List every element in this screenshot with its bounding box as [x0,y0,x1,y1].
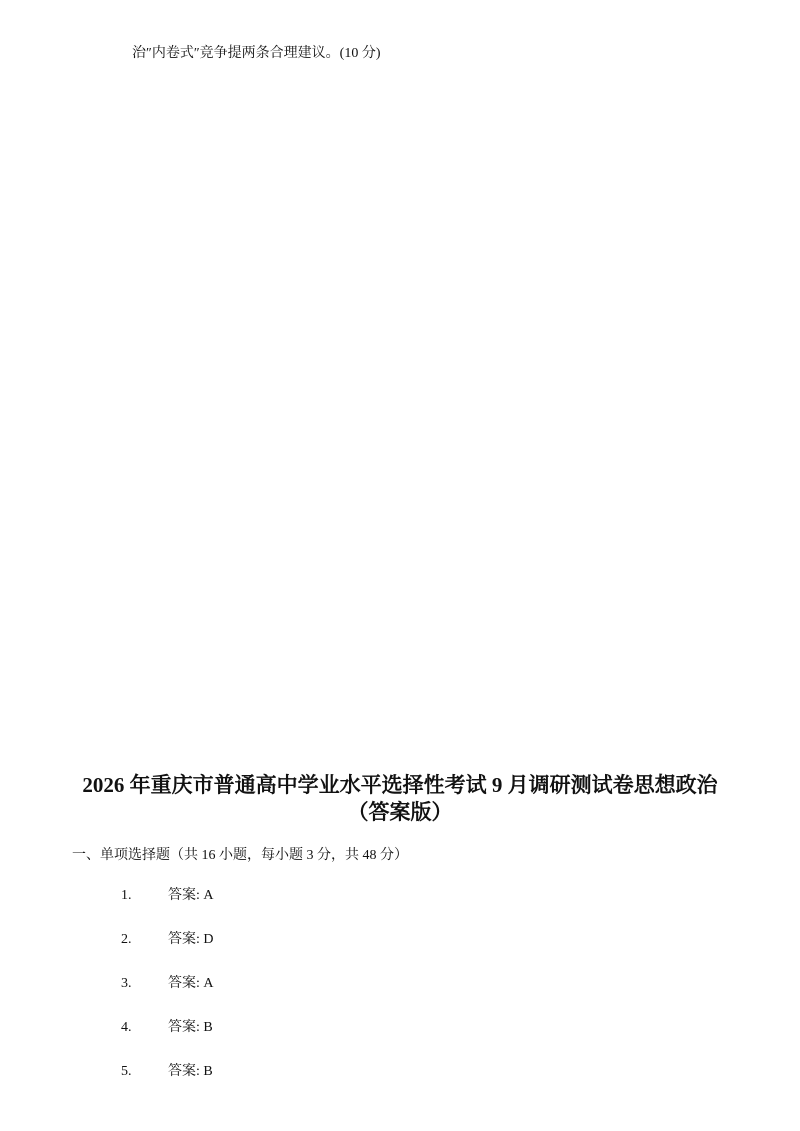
answer-label: 答案: B [168,1064,213,1079]
answer-number: 5. [121,1064,132,1079]
answer-item-4 [121,1018,521,1038]
answer-number: 4. [121,1020,132,1035]
answer-label: 答案: A [168,888,214,903]
answer-item-2 [121,930,521,950]
answer-label: 答案: D [168,932,214,947]
answer-item-1 [121,886,521,906]
document-title-text: 2026 年重庆市普通高中学业水平选择性考试 9 月调研测试卷思想政治（答案版） [82,773,718,824]
section-heading: 一、单项选择题（共 16 小题，每小题 3 分，共 48 分） [72,848,408,863]
answer-number: 3. [121,976,132,991]
answer-number: 1. [121,888,132,903]
answer-label: 答案: A [168,976,214,991]
answer-list [121,886,521,1106]
document-title [0,772,800,826]
question-tail-line: 治″内卷式″竞争提两条合理建议。(10 分) [132,46,381,61]
answer-label: 答案: B [168,1020,213,1035]
answer-number: 2. [121,932,132,947]
answer-item-3 [121,974,521,994]
answer-item-5 [121,1062,521,1082]
